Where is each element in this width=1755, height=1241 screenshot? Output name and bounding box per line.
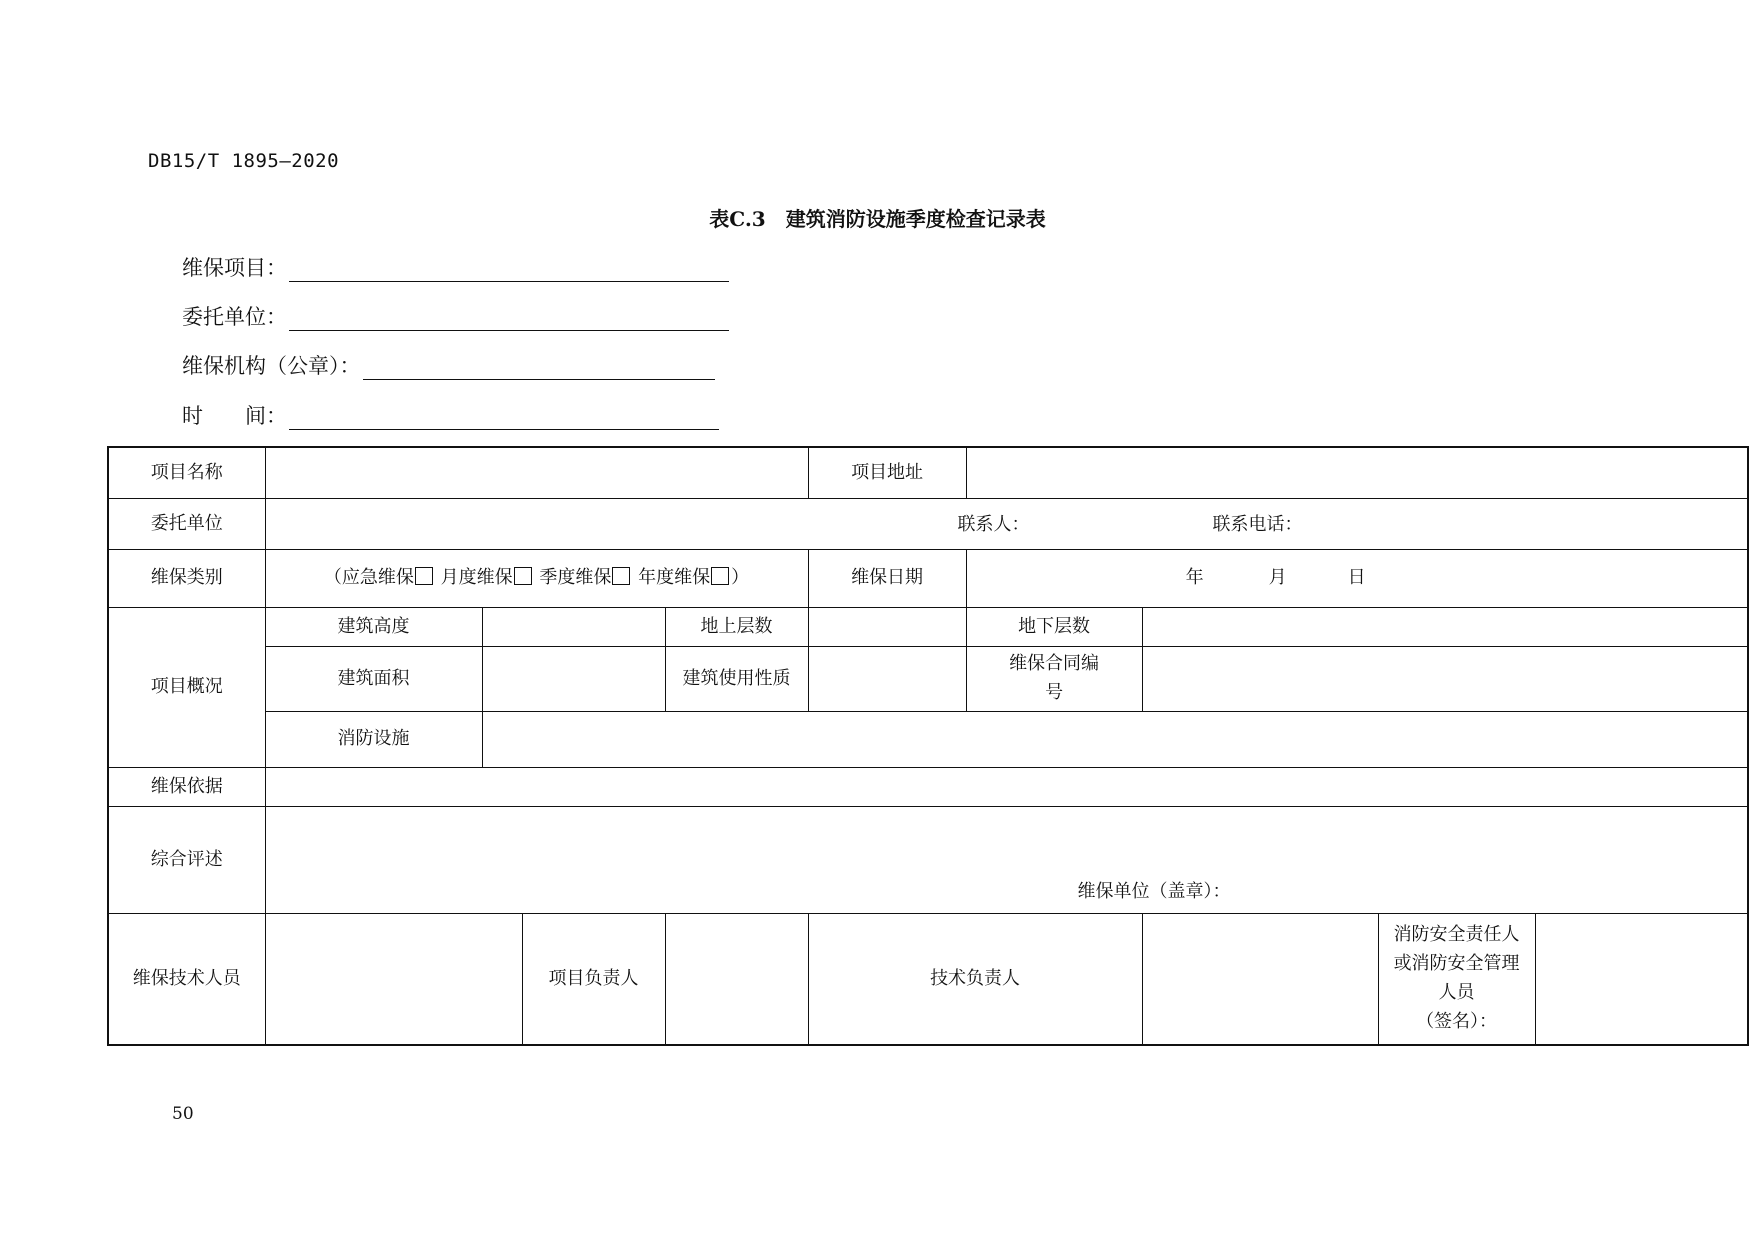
table-row	[108, 768, 1748, 807]
maintenance-basis-value[interactable]	[265, 768, 1748, 807]
emergency-option-label: （应急维保	[323, 567, 414, 589]
client-unit-field	[182, 301, 729, 331]
maintenance-type-options	[265, 550, 808, 608]
yearly-checkbox[interactable]	[711, 567, 729, 585]
monthly-option-label: 月度维保	[440, 567, 513, 589]
table-row	[108, 712, 1748, 768]
time-label: 时 间：	[182, 404, 287, 428]
time-blank[interactable]	[289, 407, 719, 430]
maintenance-basis-label: 维保依据	[108, 768, 265, 807]
floors-below-value[interactable]	[1142, 608, 1748, 647]
fire-facilities-label: 消防设施	[265, 712, 482, 768]
maintenance-unit-stamp-label: 维保单位（盖章）：	[1077, 881, 1231, 902]
time-field	[182, 400, 719, 430]
quarterly-checkbox[interactable]	[612, 567, 630, 585]
fire-facilities-value[interactable]	[482, 712, 1748, 768]
options-close-paren: ）	[731, 567, 750, 589]
monthly-checkbox[interactable]	[514, 567, 532, 585]
maintenance-date-label: 维保日期	[808, 550, 966, 608]
project-lead-label: 项目负责人	[522, 914, 665, 1046]
maintenance-type-label: 维保类别	[108, 550, 265, 608]
tech-lead-signature[interactable]	[1142, 914, 1378, 1046]
safety-officer-label	[1378, 914, 1535, 1046]
table-row	[108, 914, 1748, 1046]
table-row	[108, 447, 1748, 499]
maintenance-agency-label: 维保机构（公章）：	[182, 354, 361, 378]
building-area-label: 建筑面积	[265, 647, 482, 712]
maintenance-project-field	[182, 252, 729, 282]
maintenance-agency-blank[interactable]	[363, 357, 715, 380]
evaluation-label: 综合评述	[108, 807, 265, 914]
contract-number-line1: 维保合同编	[1009, 653, 1100, 675]
yearly-option-label: 年度维保	[638, 567, 711, 589]
maintenance-date-value[interactable]	[966, 550, 1748, 608]
document-title: 表C.3 建筑消防设施季度检查记录表	[709, 207, 1046, 231]
safety-officer-line2: 或消防安全管理	[1393, 953, 1520, 975]
building-height-label: 建筑高度	[265, 608, 482, 647]
month-label: 月	[1268, 567, 1287, 588]
project-name-label: 项目名称	[108, 447, 265, 499]
project-address-value[interactable]	[966, 447, 1748, 499]
page-number: 50	[172, 1104, 194, 1124]
project-overview-label: 项目概况	[108, 608, 265, 768]
table-row	[108, 647, 1748, 712]
contract-number-label	[966, 647, 1142, 712]
evaluation-value[interactable]	[265, 807, 1748, 914]
client-unit-row-label: 委托单位	[108, 499, 265, 550]
table-row	[108, 608, 1748, 647]
building-use-label: 建筑使用性质	[665, 647, 808, 712]
project-lead-signature[interactable]	[665, 914, 808, 1046]
inspection-record-table	[107, 446, 1749, 1046]
contract-number-line2: 号	[1045, 682, 1064, 703]
project-name-value[interactable]	[265, 447, 808, 499]
client-unit-label: 委托单位：	[182, 305, 287, 329]
floors-above-label: 地上层数	[665, 608, 808, 647]
contract-number-value[interactable]	[1142, 647, 1748, 712]
client-unit-value[interactable]	[265, 499, 1748, 550]
table-row	[108, 807, 1748, 914]
year-label: 年	[1185, 567, 1204, 588]
building-height-value[interactable]	[482, 608, 665, 647]
building-use-value[interactable]	[808, 647, 966, 712]
contact-phone-label: 联系电话：	[1212, 514, 1303, 535]
floors-above-value[interactable]	[808, 608, 966, 647]
tech-staff-label: 维保技术人员	[108, 914, 265, 1046]
maintenance-project-label: 维保项目：	[182, 256, 287, 280]
maintenance-agency-field	[182, 350, 715, 380]
table-row	[108, 499, 1748, 550]
safety-officer-signature[interactable]	[1535, 914, 1748, 1046]
emergency-checkbox[interactable]	[415, 567, 433, 585]
safety-officer-line3: 人员	[1438, 982, 1475, 1003]
quarterly-option-label: 季度维保	[539, 567, 612, 589]
tech-lead-label: 技术负责人	[808, 914, 1142, 1046]
project-address-label: 项目地址	[808, 447, 966, 499]
contact-label: 联系人：	[957, 514, 1030, 535]
safety-officer-line4: （签名）：	[1416, 1010, 1498, 1032]
safety-officer-line1: 消防安全责任人	[1393, 924, 1520, 946]
building-area-value[interactable]	[482, 647, 665, 712]
day-label: 日	[1347, 567, 1366, 588]
maintenance-project-blank[interactable]	[289, 259, 729, 282]
tech-staff-signature[interactable]	[265, 914, 522, 1046]
document-code: DB15/T 1895—2020	[148, 150, 340, 172]
floors-below-label: 地下层数	[966, 608, 1142, 647]
table-row	[108, 550, 1748, 608]
client-unit-blank[interactable]	[289, 308, 729, 331]
